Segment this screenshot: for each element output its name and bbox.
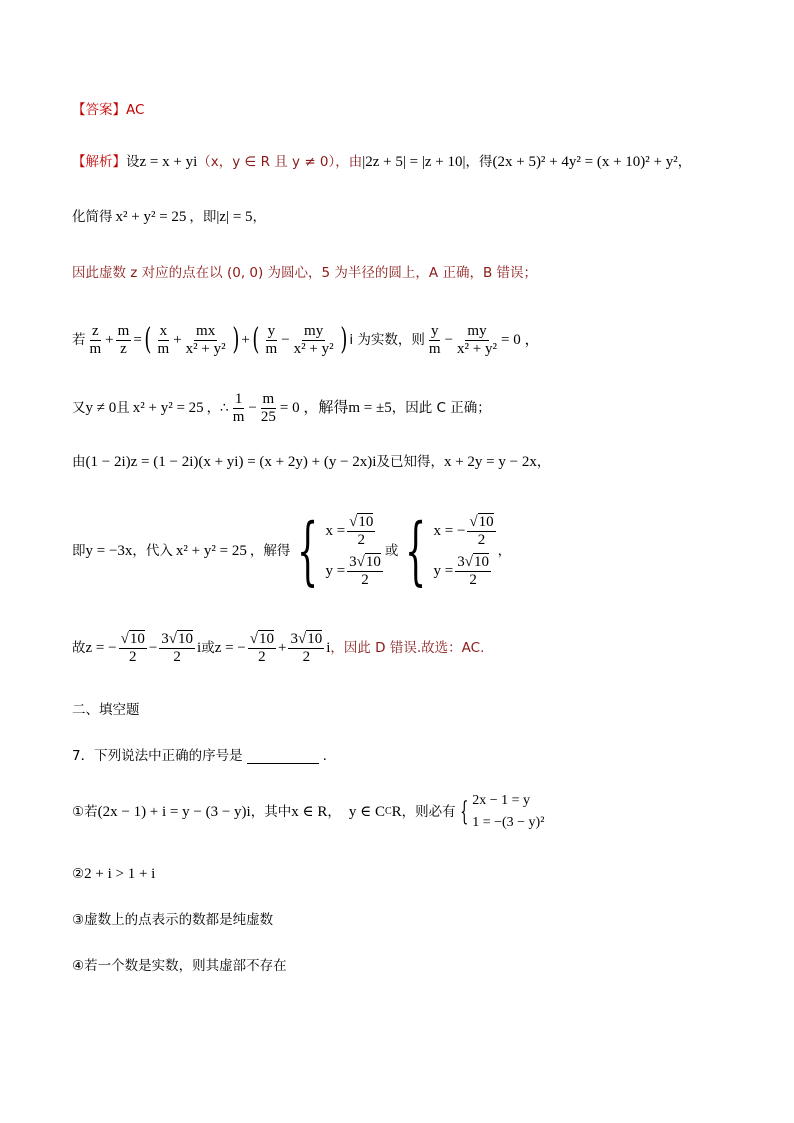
- answer-label: 【答案】: [72, 102, 126, 118]
- analysis-line-5: 又 y ≠ 0 且 x² + y² = 25 ，∴ $\frac{1}{m}$ − $\frac{m}{25}$ = 0 ，解得 m = ±5 ，因此 C 正确；: [72, 390, 491, 425]
- q7-stem: 7．下列说法中正确的序号是 .: [72, 748, 327, 764]
- q7-item-4: ④若一个数是实数，则其虚部不存在: [72, 958, 287, 974]
- q7-item-2: ② 2 + i > 1 + i: [72, 866, 156, 882]
- analysis-line-3: 因此虚数 z 对应的点在以 (0, 0) 为圆心，5 为半径的圆上，A 正确，B 错误；: [72, 265, 538, 281]
- answer-blank[interactable]: [247, 749, 319, 764]
- analysis-line-4: 若 $\frac{z}{m}$ + $\frac{m}{z}$ = ( $\frac{x}{m}$ + $\frac{mx}{\text{x² + y²}}$ ) + ( $\frac{y}{m}$ − $\frac{my}{\text{x² + y²}}$ ) i 为实数，则 $\frac{y}{m}$ − $\frac{my}{\text{x² + y²}}$ = 0 ，: [72, 322, 540, 357]
- analysis-line-1: 【解析】 设 z = x + yi （x，y ∈ R 且 y ≠ 0），由 |2z + 5| = |z + 10| ，得 (2x + 5)² + 4y² = (x + 10)² + y² ，: [72, 154, 692, 170]
- analysis-line-8: 故 z = − $\frac{√10}{2}$ − $\frac{3√10}{2}$ i 或 z = − $\frac{√10}{2}$ + $\frac{3√10}{2}$ i ，因此 D 错误.故选：AC.: [72, 631, 485, 665]
- analysis-line-7: 即 y = −3x ，代入 x² + y² = 25 ，解得 { x = $\frac{√10}{2}$ y = $\frac{3√10}{2}$ 或 { x = − $\frac{√10}{2}$ y = $\frac{3√10}{2}$ ，: [72, 508, 512, 594]
- answer-line: [72, 100, 144, 120]
- analysis-label: 【解析】: [72, 154, 126, 170]
- q7-item-3: ③虚数上的点表示的数都是纯虚数: [72, 912, 274, 928]
- analysis-line-2: 化简得 x² + y² = 25 ，即 |z| = 5 ，: [72, 209, 267, 225]
- answer-value: AC: [126, 102, 145, 118]
- q7-item-1: ①若 (2x − 1) + i = y − (3 − y)i ，其中 x ∈ R ， y ∈ C C R ，则必有 { 2x − 1 = y 1 = −(3 − y)²: [72, 793, 545, 830]
- analysis-line-6: 由 (1 − 2i)z = (1 − 2i)(x + yi) = (x + 2y) + (y − 2x)i 及已知得， x + 2y = y − 2x ，: [72, 454, 551, 470]
- section-heading: 二、填空题: [72, 702, 140, 718]
